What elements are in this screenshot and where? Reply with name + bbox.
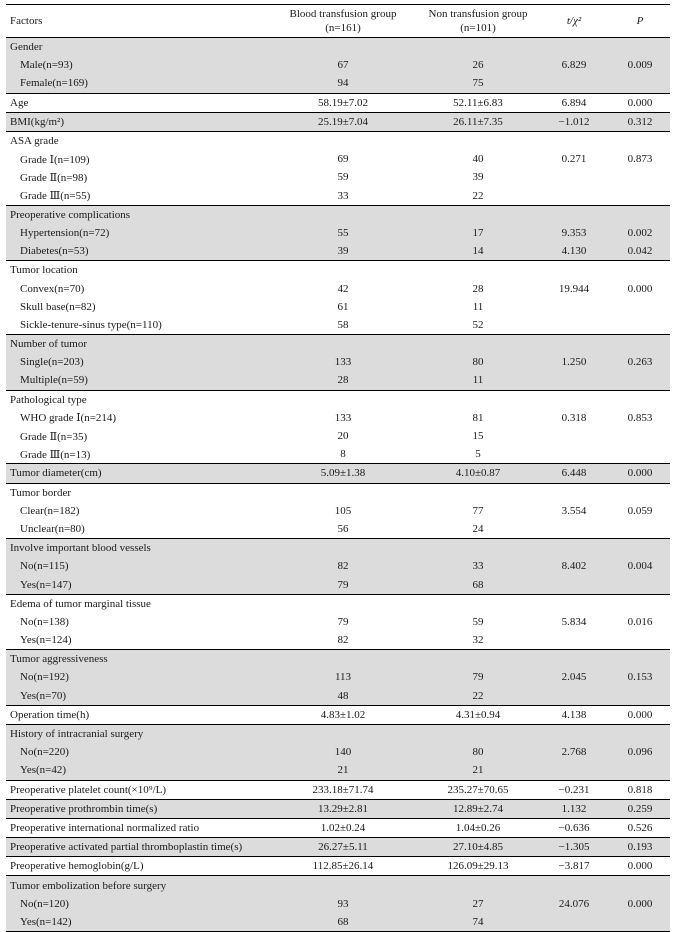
table-row — [6, 371, 670, 389]
table-row — [6, 409, 670, 427]
table-row — [6, 818, 670, 837]
cell-transfusion: 58 — [337, 318, 349, 331]
cell-factor: Yes(n=147) — [20, 578, 72, 591]
cell-non-transfusion: 68 — [472, 578, 484, 591]
table-row — [6, 483, 670, 502]
cell-non-transfusion: 12.89±2.74 — [452, 802, 504, 815]
cell-test-statistic: 4.138 — [561, 708, 587, 721]
cell-non-transfusion: 27 — [472, 897, 484, 910]
cell-non-transfusion: 26 — [472, 59, 484, 72]
table-row — [6, 724, 670, 743]
cell-non-transfusion: 75 — [472, 77, 484, 90]
cell-non-transfusion: 59 — [472, 615, 484, 628]
cell-factor: Edema of tumor marginal tissue — [10, 597, 151, 610]
table-row — [6, 242, 670, 260]
cell-non-transfusion: 77 — [472, 504, 484, 517]
cell-p-value: 0.096 — [627, 746, 653, 759]
table-row — [6, 353, 670, 371]
cell-factor: No(n=115) — [20, 560, 69, 573]
cell-non-transfusion: 15 — [472, 430, 484, 443]
cell-transfusion: 28 — [337, 374, 349, 387]
cell-test-statistic: 1.250 — [561, 356, 587, 369]
cell-transfusion: 1.02±0.24 — [320, 821, 366, 834]
cell-transfusion: 55 — [337, 226, 349, 239]
table-row — [6, 687, 670, 705]
cell-transfusion: 13.29±2.81 — [317, 802, 369, 815]
table-row — [6, 260, 670, 279]
table-row — [6, 761, 670, 779]
cell-non-transfusion: 11 — [472, 374, 484, 387]
cell-test-statistic: 19.944 — [558, 282, 590, 295]
cell-transfusion: 82 — [337, 560, 349, 573]
table-row — [6, 112, 670, 131]
cell-factor: Tumor diameter(cm) — [10, 467, 102, 480]
cell-factor: Yes(n=142) — [20, 915, 72, 928]
cell-test-statistic: −0.231 — [558, 783, 590, 796]
cell-non-transfusion: 39 — [472, 171, 484, 184]
cell-factor: Preoperative international normalized ratio — [10, 821, 200, 834]
table-row — [6, 837, 670, 856]
table-row — [6, 56, 670, 74]
cell-non-transfusion: 27.10±4.85 — [452, 841, 504, 854]
cell-test-statistic: 3.554 — [561, 504, 587, 517]
header-transfusion-label: Blood transfusion group (n=161) — [289, 8, 397, 34]
table-row — [6, 520, 670, 538]
table-row — [6, 298, 670, 316]
cell-factor: Preoperative complications — [10, 208, 131, 221]
cell-test-statistic: −3.817 — [558, 860, 590, 873]
cell-transfusion: 4.83±1.02 — [320, 708, 366, 721]
table-row — [6, 668, 670, 686]
table-row — [6, 187, 670, 205]
cell-test-statistic: 2.045 — [561, 671, 587, 684]
cell-factor: Number of tumor — [10, 338, 87, 351]
header-transfusion-group — [268, 5, 418, 37]
table-row — [6, 390, 670, 409]
cell-test-statistic: 24.076 — [558, 897, 590, 910]
cell-factor: BMI(kg/m²) — [10, 115, 65, 128]
cell-transfusion: 67 — [337, 59, 349, 72]
cell-non-transfusion: 81 — [472, 411, 484, 424]
table-row — [6, 205, 670, 224]
cell-factor: Grade Ⅲ(n=13) — [20, 448, 91, 461]
cell-non-transfusion: 22 — [472, 689, 484, 702]
cell-factor: No(n=192) — [20, 671, 69, 684]
table-row — [6, 538, 670, 557]
table-row — [6, 895, 670, 913]
cell-p-value: 0.000 — [627, 96, 653, 109]
cell-transfusion: 93 — [337, 897, 349, 910]
cell-factor: History of intracranial surgery — [10, 728, 144, 741]
cell-factor: Preoperative hemoglobin(g/L) — [10, 860, 144, 873]
cell-factor: Sickle-tenure-sinus type(n=110) — [20, 318, 162, 331]
table-header — [6, 5, 670, 38]
cell-non-transfusion: 79 — [472, 671, 484, 684]
cell-p-value: 0.263 — [627, 356, 653, 369]
cell-p-value: 0.153 — [627, 671, 653, 684]
cell-factor: Diabetes(n=53) — [20, 245, 89, 258]
cell-factor: No(n=220) — [20, 746, 69, 759]
cell-factor: WHO grade Ⅰ(n=214) — [20, 412, 117, 425]
table-row — [6, 445, 670, 463]
cell-p-value: 0.853 — [627, 411, 653, 424]
table-row — [6, 799, 670, 818]
cell-transfusion: 82 — [337, 634, 349, 647]
cell-factor: Yes(n=42) — [20, 764, 67, 777]
cell-factor: Multiple(n=59) — [20, 374, 88, 387]
cell-p-value: 0.000 — [627, 708, 653, 721]
cell-non-transfusion: 5 — [475, 448, 481, 461]
cell-transfusion: 59 — [337, 171, 349, 184]
cell-non-transfusion: 24 — [472, 522, 484, 535]
cell-test-statistic: 4.130 — [561, 245, 587, 258]
cell-transfusion: 79 — [337, 615, 349, 628]
cell-transfusion: 133 — [334, 411, 352, 424]
cell-factor: Gender — [10, 41, 43, 54]
table-row — [6, 427, 670, 445]
cell-non-transfusion: 28 — [472, 282, 484, 295]
cell-transfusion: 61 — [337, 300, 349, 313]
cell-p-value: 0.000 — [627, 897, 653, 910]
table-row — [6, 780, 670, 799]
table-row — [6, 649, 670, 668]
cell-p-value: 0.009 — [627, 59, 653, 72]
cell-non-transfusion: 33 — [472, 560, 484, 573]
cell-test-statistic: −0.636 — [558, 821, 590, 834]
cell-test-statistic: 2.768 — [561, 746, 587, 759]
cell-p-value: 0.016 — [627, 615, 653, 628]
cell-p-value: 0.000 — [627, 282, 653, 295]
cell-transfusion: 39 — [337, 245, 349, 258]
cell-factor: Skull base(n=82) — [20, 300, 96, 313]
table-row — [6, 875, 670, 894]
cell-non-transfusion: 11 — [472, 300, 484, 313]
cell-factor: Single(n=203) — [20, 356, 84, 369]
table-row — [6, 93, 670, 112]
header-non-transfusion-label: Non transfusion group (n=101) — [428, 8, 528, 34]
cell-transfusion: 68 — [337, 915, 349, 928]
cell-transfusion: 113 — [334, 671, 352, 684]
table-row — [6, 913, 670, 932]
cell-transfusion: 8 — [340, 448, 346, 461]
cell-factor: Grade Ⅱ(n=98) — [20, 171, 88, 184]
cell-non-transfusion: 32 — [472, 634, 484, 647]
cell-non-transfusion: 17 — [472, 226, 484, 239]
cell-factor: Hypertension(n=72) — [20, 226, 110, 239]
cell-test-statistic: 6.448 — [561, 467, 587, 480]
table-row — [6, 557, 670, 575]
cell-transfusion: 140 — [334, 746, 352, 759]
header-non-transfusion-group — [418, 5, 538, 37]
cell-factor: Preoperative prothrombin time(s) — [10, 802, 158, 815]
table-row — [6, 168, 670, 186]
cell-p-value: 0.818 — [627, 783, 653, 796]
cell-test-statistic: −1.305 — [558, 841, 590, 854]
cell-transfusion: 79 — [337, 578, 349, 591]
cell-test-statistic: 6.829 — [561, 59, 587, 72]
data-table — [6, 4, 670, 932]
cell-p-value: 0.000 — [627, 467, 653, 480]
cell-transfusion: 112.85±26.14 — [312, 860, 374, 873]
header-factors: Factors — [10, 15, 43, 27]
cell-transfusion: 21 — [337, 764, 349, 777]
table-body — [6, 38, 670, 932]
cell-transfusion: 69 — [337, 153, 349, 166]
cell-test-statistic: 1.132 — [561, 802, 587, 815]
cell-factor: No(n=120) — [20, 897, 69, 910]
cell-non-transfusion: 52.11±6.83 — [453, 96, 503, 109]
cell-factor: Convex(n=70) — [20, 282, 85, 295]
cell-non-transfusion: 40 — [472, 153, 484, 166]
cell-non-transfusion: 21 — [472, 764, 484, 777]
cell-factor: Involve important blood vessels — [10, 542, 151, 555]
cell-transfusion: 56 — [337, 522, 349, 535]
cell-transfusion: 94 — [337, 77, 349, 90]
cell-test-statistic: 5.834 — [561, 615, 587, 628]
cell-non-transfusion: 4.31±0.94 — [455, 708, 501, 721]
cell-p-value: 0.042 — [627, 245, 653, 258]
cell-non-transfusion: 126.09±29.13 — [447, 860, 509, 873]
cell-p-value: 0.873 — [627, 153, 653, 166]
cell-p-value: 0.193 — [627, 841, 653, 854]
table-row — [6, 463, 670, 482]
cell-test-statistic: 0.271 — [561, 153, 587, 166]
table-row — [6, 856, 670, 875]
cell-p-value: 0.526 — [627, 821, 653, 834]
cell-factor: Yes(n=124) — [20, 634, 72, 647]
table-row — [6, 631, 670, 649]
cell-non-transfusion: 1.04±0.26 — [455, 821, 501, 834]
cell-transfusion: 58.19±7.02 — [317, 96, 369, 109]
table-row — [6, 279, 670, 297]
table-row — [6, 594, 670, 613]
cell-transfusion: 48 — [337, 689, 349, 702]
cell-factor: Preoperative activated partial thromboplastin time(s) — [10, 841, 243, 854]
table-row — [6, 131, 670, 150]
cell-factor: Tumor border — [10, 486, 72, 499]
header-test-statistic: t/χ² — [566, 15, 582, 27]
table-row — [6, 502, 670, 520]
table-row — [6, 316, 670, 334]
cell-factor: Tumor aggressiveness — [10, 653, 108, 666]
cell-p-value: 0.259 — [627, 802, 653, 815]
cell-test-statistic: 9.353 — [561, 226, 587, 239]
cell-transfusion: 42 — [337, 282, 349, 295]
cell-test-statistic: 8.402 — [561, 560, 587, 573]
table-row — [6, 74, 670, 92]
cell-non-transfusion: 235.27±70.65 — [447, 783, 509, 796]
cell-non-transfusion: 52 — [472, 318, 484, 331]
cell-transfusion: 133 — [334, 356, 352, 369]
cell-p-value: 0.312 — [627, 115, 653, 128]
table-row — [6, 743, 670, 761]
cell-p-value: 0.002 — [627, 226, 653, 239]
cell-test-statistic: 6.894 — [561, 96, 587, 109]
cell-p-value: 0.004 — [627, 560, 653, 573]
cell-test-statistic: 0.318 — [561, 411, 587, 424]
table-row — [6, 38, 670, 56]
cell-p-value: 0.059 — [627, 504, 653, 517]
cell-factor: No(n=138) — [20, 615, 69, 628]
cell-non-transfusion: 4.10±0.87 — [455, 467, 501, 480]
cell-transfusion: 233.18±71.74 — [312, 783, 374, 796]
cell-factor: ASA grade — [10, 135, 59, 148]
cell-factor: Pathological type — [10, 393, 87, 406]
table-row — [6, 705, 670, 724]
cell-transfusion: 105 — [334, 504, 352, 517]
table-row — [6, 224, 670, 242]
cell-non-transfusion: 26.11±7.35 — [453, 115, 503, 128]
table-row — [6, 334, 670, 353]
cell-factor: Female(n=169) — [20, 77, 88, 90]
cell-factor: Tumor embolization before surgery — [10, 879, 167, 892]
cell-non-transfusion: 14 — [472, 245, 484, 258]
cell-transfusion: 26.27±5.11 — [318, 841, 368, 854]
cell-transfusion: 5.09±1.38 — [320, 467, 366, 480]
cell-factor: Yes(n=70) — [20, 689, 67, 702]
cell-transfusion: 20 — [337, 430, 349, 443]
cell-factor: Unclear(n=80) — [20, 522, 85, 535]
cell-factor: Preoperative platelet count(×10⁹/L) — [10, 783, 167, 796]
cell-p-value: 0.000 — [627, 860, 653, 873]
cell-factor: Male(n=93) — [20, 59, 73, 72]
table-row — [6, 613, 670, 631]
cell-non-transfusion: 80 — [472, 356, 484, 369]
table-row — [6, 575, 670, 593]
cell-factor: Tumor location — [10, 264, 78, 277]
cell-non-transfusion: 80 — [472, 746, 484, 759]
header-p-value: P — [636, 15, 644, 27]
cell-factor: Grade Ⅱ(n=35) — [20, 430, 88, 443]
cell-factor: Operation time(h) — [10, 708, 90, 721]
cell-transfusion: 33 — [337, 189, 349, 202]
cell-factor: Grade Ⅰ(n=109) — [20, 153, 90, 166]
table-row — [6, 150, 670, 168]
cell-factor: Age — [10, 96, 29, 109]
cell-non-transfusion: 74 — [472, 915, 484, 928]
cell-factor: Grade Ⅲ(n=55) — [20, 190, 91, 203]
cell-transfusion: 25.19±7.04 — [317, 115, 369, 128]
cell-factor: Clear(n=182) — [20, 504, 80, 517]
cell-test-statistic: −1.012 — [558, 115, 590, 128]
cell-non-transfusion: 22 — [472, 189, 484, 202]
